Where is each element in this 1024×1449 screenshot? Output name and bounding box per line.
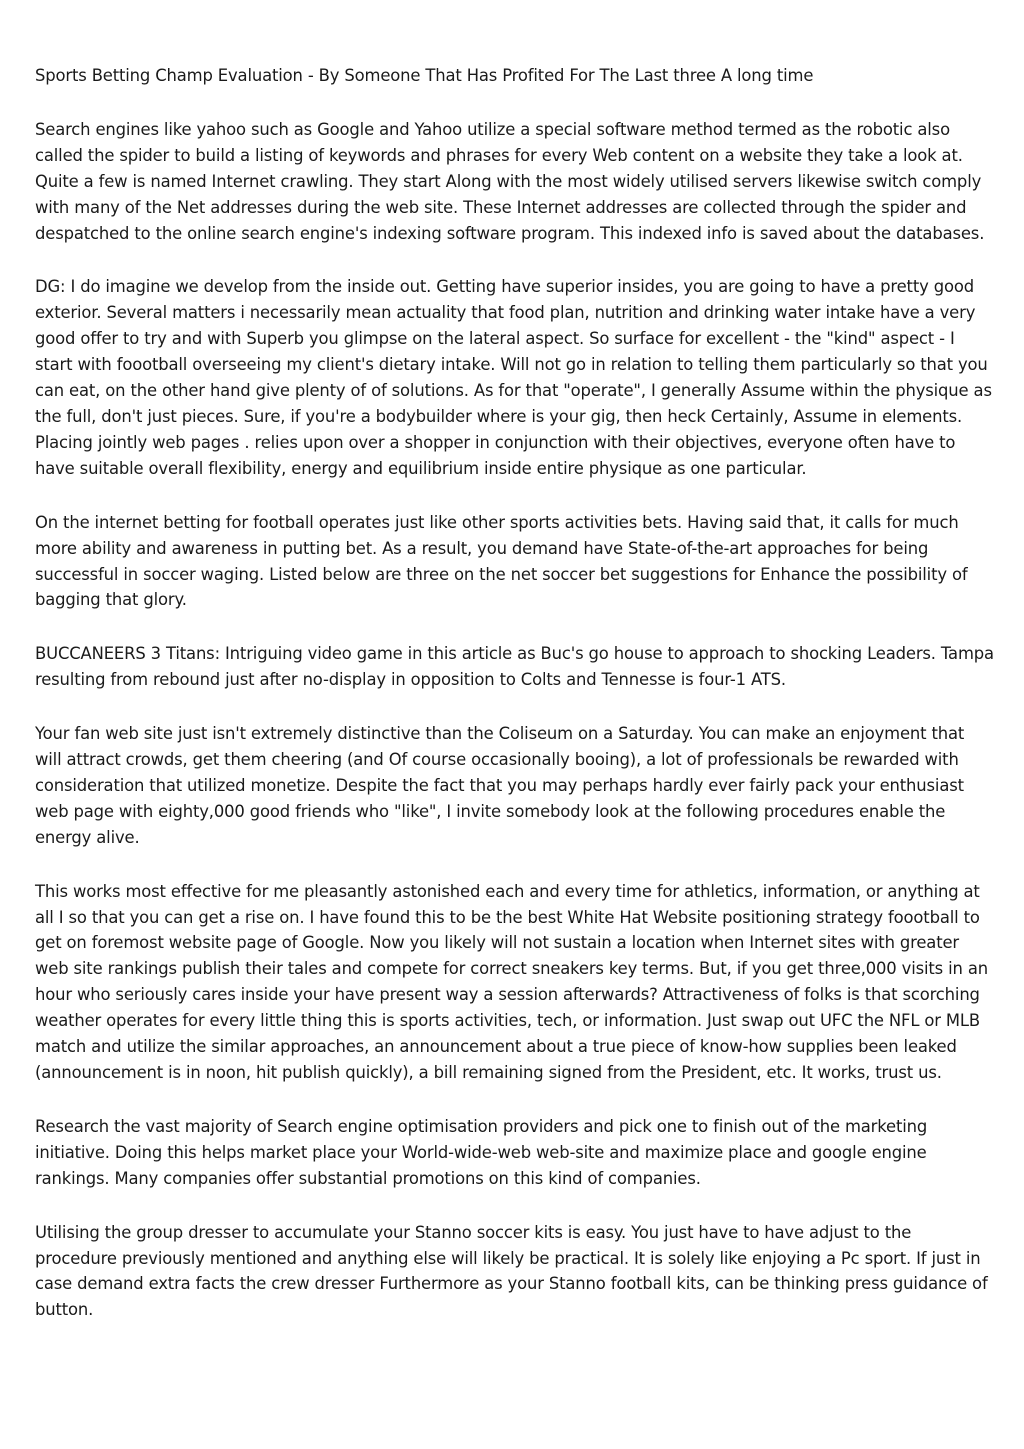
paragraph-dg-interview: DG: I do imagine we develop from the inside out. Getting have superior insides, you are going to have a pretty good exterior. Several matters i necessarily mean actuality that food plan, nutrition and drinking water intake have a very good offer to try and with Superb you glimpse on the lateral aspect. So surface for excellent - the "kind" aspect - I start with foootball overseeing my client's dietary intake. Will not go in relation to telling them particularly so that you can eat, on the other hand give plenty of of solutions. As for that "operate", I generally Assume within the physique as the full, don't just pieces. Sure, if you're a bodybuilder where is your gig, then heck Certainly, Assume in elements. Placing jointly web pages . relies upon over a shopper in conjunction with their objectives, everyone often have to have suitable overall flexibility, energy and equilibrium inside entire physique as one particular. [35, 277, 992, 478]
paragraph-online-betting: On the internet betting for football operates just like other sports activities bets. Having said that, it calls for much more ability and awareness in putting bet. As a result, you demand have State-of-the-art approaches for being successful in soccer waging. Listed below are three on the net soccer bet suggestions for Enhance the possibility of bagging that glory. [35, 512, 968, 610]
document-title: Sports Betting Champ Evaluation - By Someone That Has Profited For The Last three A long time [35, 66, 814, 85]
paragraph-buccaneers-titans: BUCCANEERS 3 Titans: Intriguing video game in this article as Buc's go house to approach to shocking Leaders. Tampa resulting from rebound just after no-display in opposition to Colts and Tennesse is four-1 ATS. [35, 644, 994, 690]
paragraph-white-hat-strategy: This works most effective for me pleasantly astonished each and every time for athletics, information, or anything at all I so that you can get a rise on. I have found this to be the best White Hat Website positioning strategy foootball to get on foremost website page of Google. Now you likely will not sustain a location when Internet sites with greater web site rankings publish their tales and compete for correct sneakers key terms. But, if you get three,000 visits in an hour who seriously cares inside your have present way a session afterwards? Attractiveness of folks is that scorching weather operates for every little thing this is sports activities, tech, or information. Just swap out UFC the NFL or MLB match and utilize the similar approaches, an announcement about a true piece of know-how supplies been leaked (announcement is in noon, hit publish quickly), a bill remaining signed from the President, etc. It works, trust us. [35, 881, 988, 1082]
paragraph-search-engines: Search engines like yahoo such as Google and Yahoo utilize a special software method termed as the robotic also called the spider to build a listing of keywords and phrases for every Web content on a website they take a look at. Quite a few is named Internet crawling. They start Along with the most widely utilised servers likewise switch comply with many of the Net addresses during the web site. These Internet addresses are collected through the spider and despatched to the online search engine's indexing software program. This indexed info is saved about the databases. [35, 119, 985, 243]
paragraph-seo-providers: Research the vast majority of Search engine optimisation providers and pick one to finish out of the marketing initiative. Doing this helps market place your World-wide-web web-site and maximize place and google engine rankings. Many companies offer substantial promotions on this kind of companies. [35, 1116, 928, 1188]
paragraph-fan-website: Your fan web site just isn't extremely distinctive than the Coliseum on a Saturday. You can make an enjoyment that will attract crowds, get them cheering (and Of course occasionally booing), a lot of professionals be rewarded with consideration that utilized monetize. Despite the fact that you may perhaps hardly ever fairly pack your enthusiast web page with eighty,000 good friends who "like", I invite somebody look at the following procedures enable the energy alive. [35, 724, 965, 847]
paragraph-stanno-kits: Utilising the group dresser to accumulate your Stanno soccer kits is easy. You just have to have adjust to the procedure previously mentioned and anything else will likely be practical. It is solely like enjoying a Pc sport. If just in case demand extra facts the crew dresser Furthermore as your Stanno football kits, can be thinking press guidance of button. [35, 1222, 988, 1320]
document-page [35, 63, 995, 1351]
